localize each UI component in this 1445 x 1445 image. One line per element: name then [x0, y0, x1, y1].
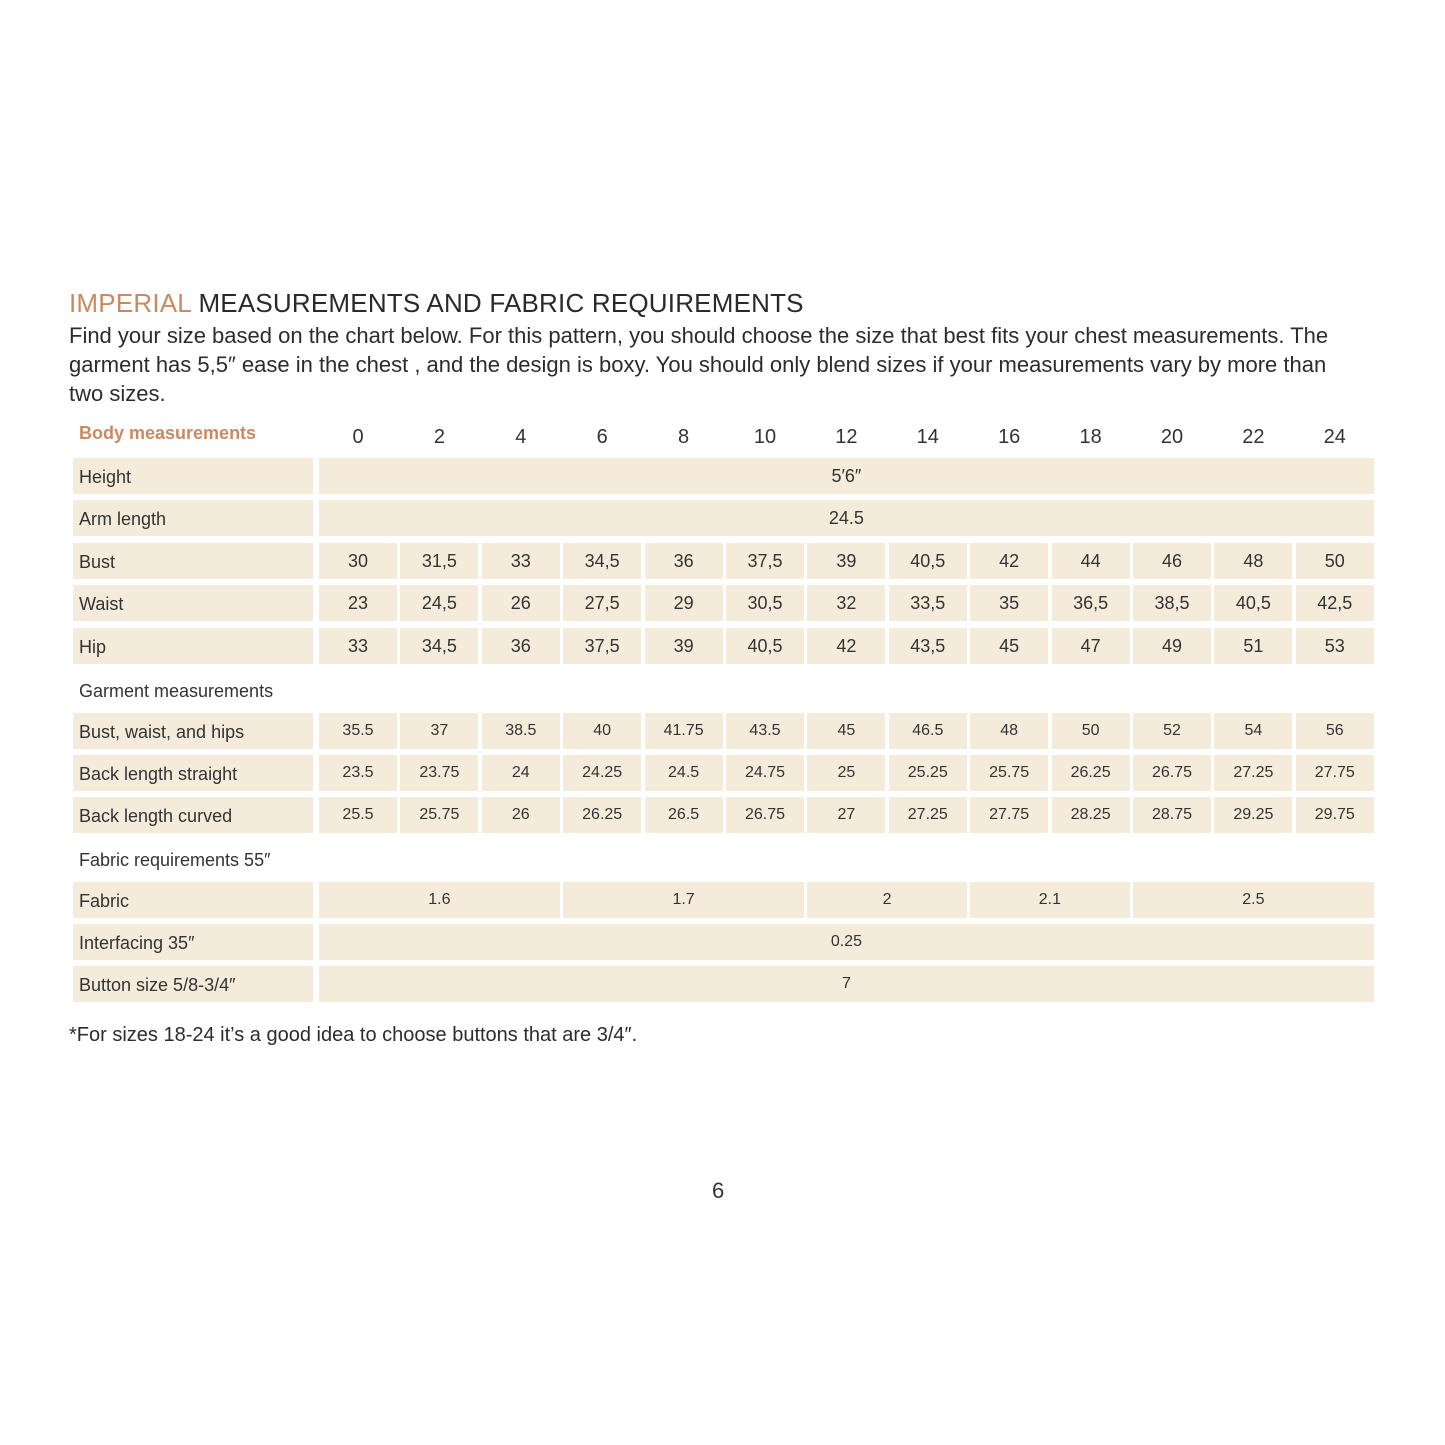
- value-cell: 23: [319, 585, 397, 621]
- row-label: Back length straight: [79, 764, 238, 784]
- row-label: Button size 5/8-3/4″: [79, 975, 236, 995]
- value-cell: 48: [970, 713, 1048, 749]
- value-cell: 26.5: [645, 797, 723, 833]
- size-header: 24: [1323, 426, 1346, 448]
- value-cell: 42: [807, 628, 885, 664]
- value-cell: 25.75: [970, 755, 1048, 791]
- value-cell: 33: [319, 628, 397, 664]
- value-cell: 32: [807, 585, 885, 621]
- value-cell: 26.75: [1133, 755, 1211, 791]
- value-cell: 26: [482, 585, 560, 621]
- value-cell: 25: [807, 755, 885, 791]
- value-cell: 26: [482, 797, 560, 833]
- row-label: Height: [79, 467, 132, 487]
- value-cell: 37,5: [726, 543, 804, 579]
- value-cell: 29.25: [1214, 797, 1292, 833]
- value-cell: 46: [1133, 543, 1211, 579]
- fabric-group-cell: 2.5: [1133, 882, 1374, 918]
- size-header: 20: [1160, 426, 1184, 448]
- value-cell: 33,5: [889, 585, 967, 621]
- value-cell: 31,5: [400, 543, 478, 579]
- value-cell: 24,5: [400, 585, 478, 621]
- value-cell: 34,5: [563, 543, 641, 579]
- row-label: Back length curved: [79, 806, 233, 826]
- value-cell: 41.75: [645, 713, 723, 749]
- row-label: Bust: [79, 552, 116, 572]
- value-cell: 45: [970, 628, 1048, 664]
- size-header: 22: [1242, 426, 1265, 448]
- row-label: Bust, waist, and hips: [79, 722, 245, 742]
- value-cell: 40: [563, 713, 641, 749]
- value-cell: 43,5: [889, 628, 967, 664]
- size-header: 0: [352, 426, 364, 448]
- value-cell: 23.75: [400, 755, 478, 791]
- value-cell: 39: [807, 543, 885, 579]
- value-cell: 38,5: [1133, 585, 1211, 621]
- value-cell: 30: [319, 543, 397, 579]
- value-cell: 26.25: [563, 797, 641, 833]
- value-cell: 24.25: [563, 755, 641, 791]
- size-header: 6: [596, 426, 608, 448]
- value-cell: 53: [1296, 628, 1374, 664]
- size-header: 2: [433, 426, 445, 448]
- value-cell: 38.5: [482, 713, 560, 749]
- size-header: 16: [998, 426, 1021, 448]
- value-cell: 46.5: [889, 713, 967, 749]
- value-cell: 33: [482, 543, 560, 579]
- value-cell: 25.75: [400, 797, 478, 833]
- value-cell: 50: [1296, 543, 1374, 579]
- value-cell: 35.5: [319, 713, 397, 749]
- value-cell: 47: [1052, 628, 1130, 664]
- value-cell: 26.25: [1052, 755, 1130, 791]
- value-cell: 27.75: [1296, 755, 1374, 791]
- value-cell: 28.75: [1133, 797, 1211, 833]
- row-label: Fabric: [79, 891, 130, 911]
- garment-measurements-header: Garment measurements: [79, 681, 274, 701]
- value-cell: 37,5: [563, 628, 641, 664]
- size-header: 10: [753, 426, 777, 448]
- page-number: 6: [712, 1178, 725, 1203]
- value-cell: 29: [645, 585, 723, 621]
- fabric-group-cell: 1.7: [563, 882, 804, 918]
- row-label: Waist: [79, 594, 124, 614]
- row-label: Interfacing 35″: [79, 933, 195, 953]
- value-cell: 36,5: [1052, 585, 1130, 621]
- value-cell: 40,5: [1214, 585, 1292, 621]
- size-header: 18: [1079, 426, 1102, 448]
- merged-cell: 0.25: [319, 924, 1374, 960]
- merged-cell: 7: [319, 966, 1374, 1002]
- size-header: 8: [678, 426, 690, 448]
- value-cell: 42,5: [1296, 585, 1374, 621]
- fabric-requirements-header: Fabric requirements 55″: [79, 850, 271, 870]
- value-cell: 27.75: [970, 797, 1048, 833]
- value-cell: 23.5: [319, 755, 397, 791]
- size-header: 14: [916, 426, 939, 448]
- value-cell: 27,5: [563, 585, 641, 621]
- value-cell: 29.75: [1296, 797, 1374, 833]
- value-cell: 24: [482, 755, 560, 791]
- value-cell: 44: [1052, 543, 1130, 579]
- value-cell: 28.25: [1052, 797, 1130, 833]
- value-cell: 27: [807, 797, 885, 833]
- body-measurements-header: Body measurements: [79, 423, 257, 443]
- value-cell: 40,5: [889, 543, 967, 579]
- fabric-group-cell: 2.1: [970, 882, 1129, 918]
- footnote: *For sizes 18-24 it’s a good idea to choose buttons that are 3/4″.: [69, 1024, 638, 1046]
- value-cell: 24.5: [645, 755, 723, 791]
- value-cell: 43.5: [726, 713, 804, 749]
- value-cell: 48: [1214, 543, 1292, 579]
- value-cell: 35: [970, 585, 1048, 621]
- value-cell: 24.75: [726, 755, 804, 791]
- value-cell: 54: [1214, 713, 1292, 749]
- value-cell: 30,5: [726, 585, 804, 621]
- row-label-bg: [73, 628, 313, 664]
- value-cell: 27.25: [889, 797, 967, 833]
- size-header: 12: [835, 426, 858, 448]
- row-label: Hip: [79, 637, 107, 657]
- title-accent: IMPERIAL: [69, 288, 192, 318]
- size-header: 4: [515, 426, 527, 448]
- value-cell: 40,5: [726, 628, 804, 664]
- value-cell: 39: [645, 628, 723, 664]
- value-cell: 37: [400, 713, 478, 749]
- value-cell: 49: [1133, 628, 1211, 664]
- fabric-group-cell: 1.6: [319, 882, 560, 918]
- value-cell: 27.25: [1214, 755, 1292, 791]
- intro-paragraph: Find your size based on the chart below. For this pattern, you should choose the size that best fits your chest measurements. The garment has 5,5″ ease in the chest , and the design is boxy. You should only blend sizes if your measurements vary by more than two sizes.: [69, 323, 1329, 406]
- title-rest: MEASUREMENTS AND FABRIC REQUIREMENTS: [191, 288, 804, 318]
- value-cell: 45: [807, 713, 885, 749]
- value-cell: 36: [482, 628, 560, 664]
- value-cell: 50: [1052, 713, 1130, 749]
- merged-cell: 24.5: [319, 500, 1374, 536]
- merged-cell: 5′6″: [319, 458, 1374, 494]
- value-cell: 51: [1214, 628, 1292, 664]
- value-cell: 42: [970, 543, 1048, 579]
- value-cell: 56: [1296, 713, 1374, 749]
- value-cell: 34,5: [400, 628, 478, 664]
- row-label: Arm length: [79, 509, 167, 529]
- value-cell: 52: [1133, 713, 1211, 749]
- value-cell: 25.5: [319, 797, 397, 833]
- value-cell: 25.25: [889, 755, 967, 791]
- fabric-group-cell: 2: [807, 882, 966, 918]
- value-cell: 26.75: [726, 797, 804, 833]
- value-cell: 36: [645, 543, 723, 579]
